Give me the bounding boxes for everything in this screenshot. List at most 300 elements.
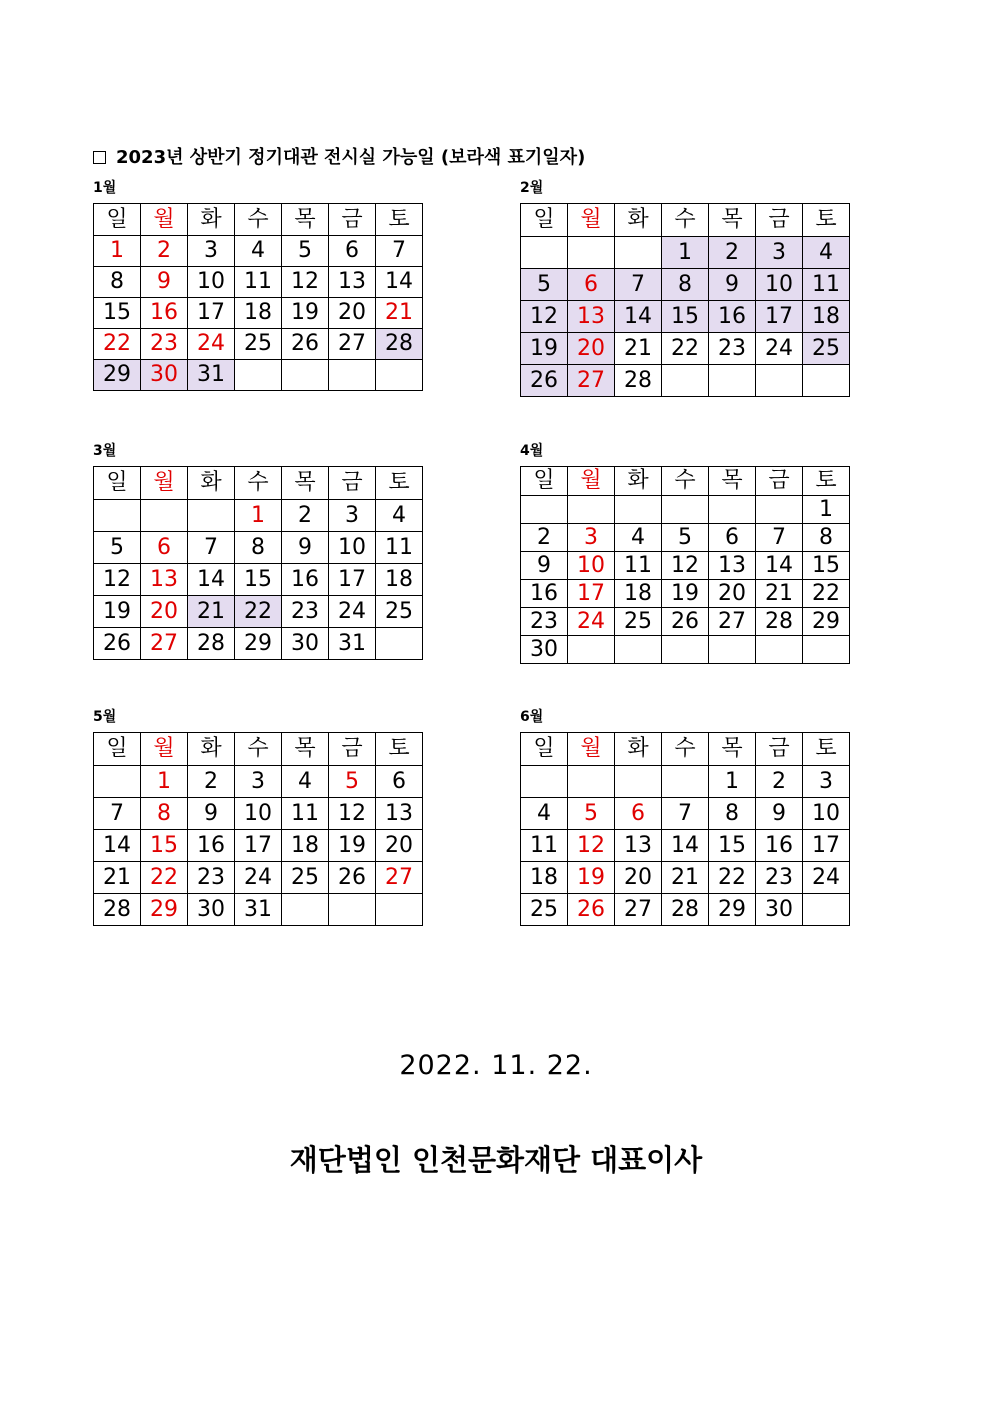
- empty-day-cell: [662, 766, 709, 798]
- weekday-header: 일: [94, 467, 141, 500]
- day-cell: 16: [756, 830, 803, 862]
- week-row: [521, 766, 850, 798]
- day-cell: 5: [282, 236, 329, 267]
- day-cell: 23: [141, 329, 188, 360]
- day-cell: 1: [94, 236, 141, 267]
- day-cell: 14: [756, 552, 803, 580]
- week-row: [521, 496, 850, 524]
- weekday-header-row: [521, 467, 850, 496]
- day-cell: 11: [376, 532, 423, 564]
- empty-day-cell: [568, 766, 615, 798]
- day-cell: 22: [235, 596, 282, 628]
- day-cell: 28: [188, 628, 235, 660]
- issue-date: 2022. 11. 22.: [399, 1050, 593, 1081]
- day-cell: 1: [141, 766, 188, 798]
- day-cell: 3: [188, 236, 235, 267]
- day-cell: 15: [94, 298, 141, 329]
- day-cell: 25: [282, 862, 329, 894]
- day-cell: 19: [94, 596, 141, 628]
- day-cell: 11: [235, 267, 282, 298]
- weekday-header: 금: [329, 204, 376, 236]
- week-row: [521, 636, 850, 664]
- day-cell: 9: [282, 532, 329, 564]
- weekday-header: 수: [662, 204, 709, 237]
- day-cell: 11: [521, 830, 568, 862]
- month-may: [93, 706, 423, 926]
- day-cell: 21: [94, 862, 141, 894]
- day-cell: 15: [709, 830, 756, 862]
- calendar-table: [93, 466, 423, 660]
- day-cell: 22: [709, 862, 756, 894]
- heading-text: 2023년 상반기 정기대관 전시실 가능일 (보라색 표기일자): [116, 147, 586, 168]
- day-cell: 16: [188, 830, 235, 862]
- day-cell: 30: [188, 894, 235, 926]
- month-april: [520, 440, 850, 664]
- day-cell: 27: [615, 894, 662, 926]
- weekday-header-row: [94, 204, 423, 236]
- day-cell: 9: [188, 798, 235, 830]
- day-cell: 8: [662, 269, 709, 301]
- day-cell: 16: [521, 580, 568, 608]
- day-cell: 6: [568, 269, 615, 301]
- week-row: [94, 830, 423, 862]
- weekday-header: 일: [94, 733, 141, 766]
- week-row: [521, 894, 850, 926]
- day-cell: 6: [329, 236, 376, 267]
- weekday-header: 화: [188, 204, 235, 236]
- weekday-header: 목: [709, 733, 756, 766]
- day-cell: 7: [615, 269, 662, 301]
- day-cell: 3: [803, 766, 850, 798]
- day-cell: 17: [329, 564, 376, 596]
- signer: 재단법인 인천문화재단 대표이사: [289, 1143, 703, 1177]
- weekday-header: 월: [141, 204, 188, 236]
- empty-day-cell: [709, 496, 756, 524]
- week-row: [94, 596, 423, 628]
- day-cell: 21: [615, 333, 662, 365]
- month-march: [93, 440, 423, 660]
- day-cell: 27: [329, 329, 376, 360]
- day-cell: 8: [94, 267, 141, 298]
- week-row: [94, 236, 423, 267]
- day-cell: 3: [235, 766, 282, 798]
- day-cell: 27: [709, 608, 756, 636]
- day-cell: 23: [282, 596, 329, 628]
- day-cell: 21: [662, 862, 709, 894]
- day-cell: 9: [709, 269, 756, 301]
- day-cell: 26: [329, 862, 376, 894]
- day-cell: 1: [662, 237, 709, 269]
- day-cell: 24: [329, 596, 376, 628]
- weekday-header: 화: [615, 467, 662, 496]
- weekday-header: 목: [709, 467, 756, 496]
- day-cell: 23: [709, 333, 756, 365]
- weekday-header: 수: [235, 467, 282, 500]
- month-june: [520, 706, 850, 926]
- day-cell: 3: [568, 524, 615, 552]
- day-cell: 18: [521, 862, 568, 894]
- day-cell: 26: [94, 628, 141, 660]
- week-row: [94, 267, 423, 298]
- day-cell: 10: [803, 798, 850, 830]
- empty-day-cell: [521, 496, 568, 524]
- week-row: [521, 524, 850, 552]
- day-cell: 30: [282, 628, 329, 660]
- day-cell: 27: [376, 862, 423, 894]
- weekday-header: 수: [662, 733, 709, 766]
- day-cell: 27: [568, 365, 615, 397]
- day-cell: 26: [568, 894, 615, 926]
- empty-day-cell: [803, 365, 850, 397]
- day-cell: 19: [282, 298, 329, 329]
- day-cell: 1: [803, 496, 850, 524]
- day-cell: 19: [568, 862, 615, 894]
- day-cell: 30: [141, 360, 188, 391]
- day-cell: 11: [615, 552, 662, 580]
- day-cell: 8: [141, 798, 188, 830]
- week-row: [521, 798, 850, 830]
- weekday-header: 화: [615, 733, 662, 766]
- weekday-header: 월: [568, 733, 615, 766]
- day-cell: 22: [803, 580, 850, 608]
- day-cell: 13: [568, 301, 615, 333]
- week-row: [521, 237, 850, 269]
- day-cell: 11: [803, 269, 850, 301]
- day-cell: 28: [376, 329, 423, 360]
- day-cell: 17: [188, 298, 235, 329]
- day-cell: 24: [803, 862, 850, 894]
- empty-day-cell: [94, 500, 141, 532]
- day-cell: 6: [709, 524, 756, 552]
- day-cell: 18: [235, 298, 282, 329]
- day-cell: 21: [188, 596, 235, 628]
- day-cell: 9: [521, 552, 568, 580]
- day-cell: 9: [141, 267, 188, 298]
- day-cell: 24: [756, 333, 803, 365]
- weekday-header: 일: [521, 733, 568, 766]
- empty-day-cell: [235, 360, 282, 391]
- week-row: [521, 862, 850, 894]
- empty-day-cell: [803, 636, 850, 664]
- day-cell: 20: [141, 596, 188, 628]
- month-label: 6월: [520, 709, 544, 725]
- day-cell: 3: [329, 500, 376, 532]
- week-row: [94, 628, 423, 660]
- day-cell: 4: [235, 236, 282, 267]
- day-cell: 20: [709, 580, 756, 608]
- week-row: [521, 830, 850, 862]
- empty-day-cell: [521, 237, 568, 269]
- month-label: 2월: [520, 180, 544, 196]
- day-cell: 24: [235, 862, 282, 894]
- day-cell: 26: [662, 608, 709, 636]
- day-cell: 17: [756, 301, 803, 333]
- day-cell: 25: [615, 608, 662, 636]
- empty-day-cell: [568, 496, 615, 524]
- day-cell: 21: [376, 298, 423, 329]
- empty-day-cell: [662, 365, 709, 397]
- calendar-table: [93, 203, 423, 391]
- day-cell: 8: [709, 798, 756, 830]
- empty-day-cell: [568, 237, 615, 269]
- weekday-header: 목: [282, 467, 329, 500]
- empty-day-cell: [94, 766, 141, 798]
- empty-day-cell: [756, 636, 803, 664]
- weekday-header-row: [521, 204, 850, 237]
- day-cell: 7: [662, 798, 709, 830]
- day-cell: 29: [803, 608, 850, 636]
- day-cell: 16: [282, 564, 329, 596]
- calendar-table: [93, 732, 423, 926]
- day-cell: 18: [803, 301, 850, 333]
- day-cell: 28: [94, 894, 141, 926]
- day-cell: 5: [521, 269, 568, 301]
- weekday-header: 금: [756, 467, 803, 496]
- weekday-header: 금: [329, 467, 376, 500]
- day-cell: 1: [235, 500, 282, 532]
- week-row: [94, 766, 423, 798]
- month-january: [93, 177, 423, 391]
- day-cell: 6: [141, 532, 188, 564]
- week-row: [94, 798, 423, 830]
- day-cell: 22: [662, 333, 709, 365]
- weekday-header: 월: [141, 467, 188, 500]
- weekday-header: 목: [709, 204, 756, 237]
- week-row: [94, 894, 423, 926]
- day-cell: 19: [521, 333, 568, 365]
- day-cell: 20: [568, 333, 615, 365]
- day-cell: 9: [756, 798, 803, 830]
- weekday-header: 금: [329, 733, 376, 766]
- day-cell: 15: [141, 830, 188, 862]
- empty-day-cell: [521, 766, 568, 798]
- day-cell: 25: [235, 329, 282, 360]
- day-cell: 4: [376, 500, 423, 532]
- day-cell: 2: [141, 236, 188, 267]
- day-cell: 31: [329, 628, 376, 660]
- day-cell: 14: [188, 564, 235, 596]
- day-cell: 28: [615, 365, 662, 397]
- day-cell: 19: [662, 580, 709, 608]
- weekday-header: 금: [756, 733, 803, 766]
- week-row: [521, 608, 850, 636]
- empty-day-cell: [376, 894, 423, 926]
- week-row: [94, 500, 423, 532]
- weekday-header: 일: [521, 204, 568, 237]
- empty-day-cell: [803, 894, 850, 926]
- weekday-header-row: [521, 733, 850, 766]
- empty-day-cell: [141, 500, 188, 532]
- empty-day-cell: [376, 628, 423, 660]
- weekday-header: 토: [803, 467, 850, 496]
- day-cell: 10: [329, 532, 376, 564]
- weekday-header: 수: [235, 733, 282, 766]
- weekday-header: 목: [282, 733, 329, 766]
- weekday-header: 토: [803, 733, 850, 766]
- day-cell: 26: [282, 329, 329, 360]
- day-cell: 13: [376, 798, 423, 830]
- month-label: 4월: [520, 443, 544, 459]
- day-cell: 27: [141, 628, 188, 660]
- week-row: [521, 333, 850, 365]
- day-cell: 29: [94, 360, 141, 391]
- week-row: [521, 552, 850, 580]
- document-heading: [93, 143, 585, 169]
- empty-day-cell: [709, 365, 756, 397]
- weekday-header: 토: [376, 733, 423, 766]
- day-cell: 24: [188, 329, 235, 360]
- day-cell: 7: [756, 524, 803, 552]
- day-cell: 3: [756, 237, 803, 269]
- day-cell: 4: [521, 798, 568, 830]
- week-row: [521, 365, 850, 397]
- day-cell: 21: [756, 580, 803, 608]
- empty-day-cell: [662, 496, 709, 524]
- day-cell: 12: [662, 552, 709, 580]
- day-cell: 16: [141, 298, 188, 329]
- empty-day-cell: [756, 365, 803, 397]
- day-cell: 4: [282, 766, 329, 798]
- weekday-header: 토: [376, 467, 423, 500]
- day-cell: 14: [662, 830, 709, 862]
- day-cell: 26: [521, 365, 568, 397]
- weekday-header: 수: [662, 467, 709, 496]
- day-cell: 23: [756, 862, 803, 894]
- day-cell: 20: [615, 862, 662, 894]
- day-cell: 14: [615, 301, 662, 333]
- checkbox-square-icon: [93, 151, 106, 164]
- day-cell: 7: [376, 236, 423, 267]
- day-cell: 2: [709, 237, 756, 269]
- day-cell: 23: [521, 608, 568, 636]
- empty-day-cell: [329, 360, 376, 391]
- day-cell: 5: [329, 766, 376, 798]
- day-cell: 14: [94, 830, 141, 862]
- day-cell: 5: [94, 532, 141, 564]
- empty-day-cell: [615, 237, 662, 269]
- empty-day-cell: [615, 496, 662, 524]
- day-cell: 2: [521, 524, 568, 552]
- day-cell: 10: [756, 269, 803, 301]
- empty-day-cell: [188, 500, 235, 532]
- day-cell: 18: [376, 564, 423, 596]
- day-cell: 6: [615, 798, 662, 830]
- day-cell: 25: [521, 894, 568, 926]
- day-cell: 8: [803, 524, 850, 552]
- weekday-header-row: [94, 733, 423, 766]
- day-cell: 24: [568, 608, 615, 636]
- week-row: [94, 532, 423, 564]
- empty-day-cell: [329, 894, 376, 926]
- day-cell: 12: [568, 830, 615, 862]
- calendar-table: [520, 203, 850, 397]
- day-cell: 5: [662, 524, 709, 552]
- day-cell: 1: [709, 766, 756, 798]
- day-cell: 10: [235, 798, 282, 830]
- weekday-header: 일: [521, 467, 568, 496]
- day-cell: 19: [329, 830, 376, 862]
- day-cell: 12: [521, 301, 568, 333]
- weekday-header: 월: [141, 733, 188, 766]
- day-cell: 12: [329, 798, 376, 830]
- day-cell: 31: [235, 894, 282, 926]
- day-cell: 25: [376, 596, 423, 628]
- day-cell: 2: [188, 766, 235, 798]
- day-cell: 13: [141, 564, 188, 596]
- day-cell: 13: [709, 552, 756, 580]
- day-cell: 20: [329, 298, 376, 329]
- month-label: 3월: [93, 443, 117, 459]
- day-cell: 29: [709, 894, 756, 926]
- empty-day-cell: [709, 636, 756, 664]
- empty-day-cell: [615, 766, 662, 798]
- week-row: [94, 862, 423, 894]
- day-cell: 11: [282, 798, 329, 830]
- day-cell: 13: [329, 267, 376, 298]
- day-cell: 22: [141, 862, 188, 894]
- day-cell: 15: [803, 552, 850, 580]
- day-cell: 28: [662, 894, 709, 926]
- day-cell: 7: [188, 532, 235, 564]
- weekday-header: 화: [615, 204, 662, 237]
- day-cell: 13: [615, 830, 662, 862]
- day-cell: 31: [188, 360, 235, 391]
- day-cell: 18: [615, 580, 662, 608]
- day-cell: 18: [282, 830, 329, 862]
- day-cell: 12: [94, 564, 141, 596]
- day-cell: 30: [756, 894, 803, 926]
- empty-day-cell: [662, 636, 709, 664]
- calendar-table: [520, 732, 850, 926]
- week-row: [94, 360, 423, 391]
- day-cell: 2: [756, 766, 803, 798]
- day-cell: 10: [568, 552, 615, 580]
- empty-day-cell: [282, 894, 329, 926]
- day-cell: 2: [282, 500, 329, 532]
- empty-day-cell: [376, 360, 423, 391]
- week-row: [94, 298, 423, 329]
- weekday-header-row: [94, 467, 423, 500]
- month-february: [520, 177, 850, 397]
- week-row: [521, 301, 850, 333]
- day-cell: 10: [188, 267, 235, 298]
- day-cell: 5: [568, 798, 615, 830]
- weekday-header: 목: [282, 204, 329, 236]
- day-cell: 14: [376, 267, 423, 298]
- month-label: 1월: [93, 180, 117, 196]
- day-cell: 28: [756, 608, 803, 636]
- week-row: [94, 564, 423, 596]
- weekday-header: 일: [94, 204, 141, 236]
- day-cell: 12: [282, 267, 329, 298]
- month-label: 5월: [93, 709, 117, 725]
- week-row: [521, 580, 850, 608]
- empty-day-cell: [282, 360, 329, 391]
- day-cell: 17: [235, 830, 282, 862]
- calendar-table: [520, 466, 850, 664]
- day-cell: 6: [376, 766, 423, 798]
- day-cell: 4: [803, 237, 850, 269]
- weekday-header: 화: [188, 733, 235, 766]
- week-row: [521, 269, 850, 301]
- day-cell: 17: [803, 830, 850, 862]
- week-row: [94, 329, 423, 360]
- day-cell: 8: [235, 532, 282, 564]
- weekday-header: 월: [568, 204, 615, 237]
- weekday-header: 화: [188, 467, 235, 500]
- empty-day-cell: [615, 636, 662, 664]
- day-cell: 22: [94, 329, 141, 360]
